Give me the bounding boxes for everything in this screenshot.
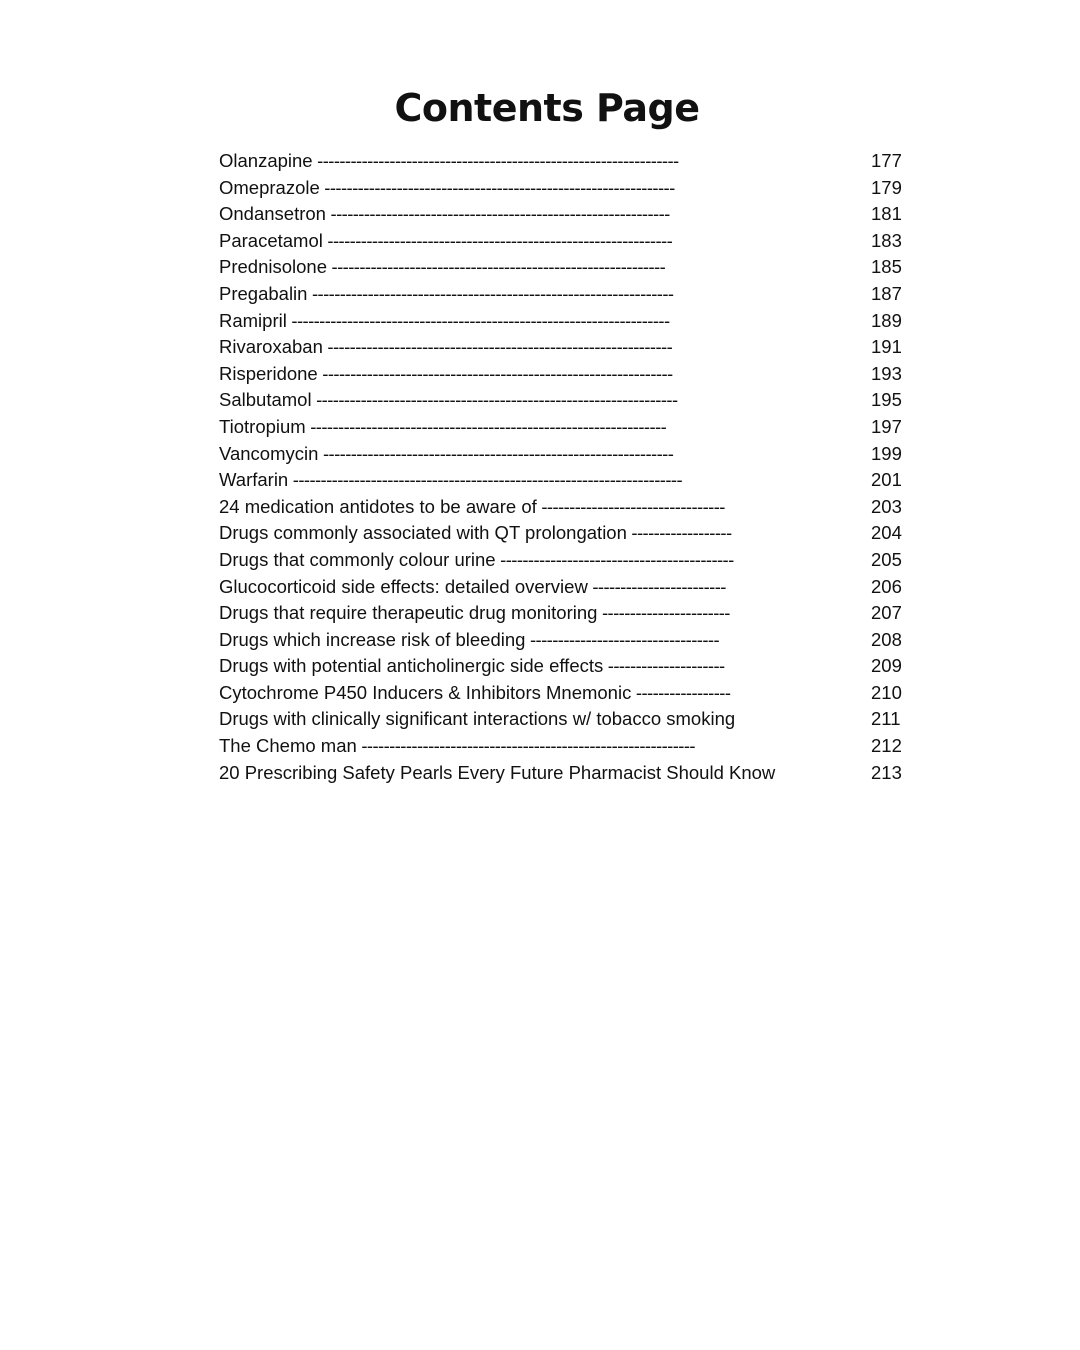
toc-entry (219, 334, 909, 361)
toc-page-number: 210 (871, 681, 902, 703)
toc-entry (219, 387, 909, 414)
toc-entry-text (219, 467, 857, 494)
toc-page-number: 209 (871, 655, 902, 677)
toc-entry-text (219, 441, 857, 468)
toc-entry-text (219, 228, 857, 255)
toc-entry (219, 175, 909, 202)
toc-entry-label: Rivaroxaban (219, 336, 323, 358)
toc-entry-text (219, 733, 857, 760)
toc-entry-text (219, 334, 857, 361)
toc-page-number: 189 (871, 309, 902, 331)
toc-entry-label: Drugs with clinically significant interactions w/ tobacco smoking (219, 708, 736, 730)
toc-entry-label: Ramipril (219, 309, 287, 331)
toc-entry-text (219, 281, 857, 308)
toc-dot-leader: ------------------------ (587, 575, 726, 597)
toc-entry-text (219, 494, 857, 521)
toc-entry-label: Ondansetron (219, 203, 326, 225)
toc-entry-label: Drugs with potential anticholinergic side effects (219, 655, 604, 677)
toc-dot-leader: ------------------------------------------------------------ (356, 735, 695, 757)
toc-entry (219, 574, 909, 601)
toc-entry-label: Omeprazole (219, 176, 320, 198)
toc-entry-label: Drugs that require therapeutic drug monitoring (219, 602, 598, 624)
toc-entry (219, 680, 909, 707)
toc-page-number: 213 (871, 761, 902, 783)
toc-page-number: 208 (871, 628, 902, 650)
toc-dot-leader: -------------------------------------------------------------- (322, 336, 673, 358)
toc-entry-label: Pregabalin (219, 282, 308, 304)
toc-entry (219, 627, 909, 654)
toc-entry (219, 706, 909, 733)
toc-page-number: 205 (871, 548, 902, 570)
toc-entry (219, 201, 909, 228)
toc-entry-label: 20 Prescribing Safety Pearls Every Future Pharmacist Should Know (219, 761, 776, 783)
toc-dot-leader: ----------------------- (597, 602, 730, 624)
toc-entry-label: Drugs commonly associated with QT prolongation (219, 522, 627, 544)
toc-entry-text (219, 706, 857, 733)
toc-entry (219, 308, 909, 335)
toc-entry-text (219, 520, 857, 547)
toc-dot-leader: ------------------------------------------ (495, 548, 734, 570)
toc-entry (219, 441, 909, 468)
toc-entry-label: Risperidone (219, 362, 318, 384)
toc-entry (219, 520, 909, 547)
toc-entry-text (219, 387, 857, 414)
toc-entry-text (219, 361, 857, 388)
toc-entry (219, 760, 909, 787)
toc-entry-label: Prednisolone (219, 256, 327, 278)
toc-dot-leader: ------------------------------------------------------------ (327, 256, 666, 278)
toc-entry-text (219, 254, 857, 281)
toc-entry-label: Paracetamol (219, 229, 323, 251)
toc-entry-label: Glucocorticoid side effects: detailed overview (219, 575, 588, 597)
toc-page-number: 212 (871, 735, 902, 757)
toc-entry (219, 547, 909, 574)
toc-dot-leader: -------------------------------------------------------------------- (286, 309, 670, 331)
toc-page-number: 183 (871, 229, 902, 251)
toc-dot-leader: ----------------------------------------------------------------- (307, 282, 674, 304)
toc-dot-leader: ---------------------------------------------------------------------- (288, 469, 683, 491)
toc-dot-leader: ----------------- (631, 681, 731, 703)
toc-entry-text (219, 627, 857, 654)
toc-page-number: 203 (871, 495, 902, 517)
toc-page-number: 211 (871, 708, 901, 730)
toc-entry-label: Cytochrome P450 Inducers & Inhibitors Mnemonic (219, 681, 632, 703)
toc-page-number: 191 (871, 336, 902, 358)
toc-page-number: 187 (871, 282, 902, 304)
toc-dot-leader: --------------------------------------------------------------- (319, 176, 675, 198)
toc-entry (219, 281, 909, 308)
toc-entry (219, 467, 909, 494)
toc-entry (219, 361, 909, 388)
toc-page-number: 207 (871, 602, 902, 624)
toc-entry (219, 653, 909, 680)
toc-dot-leader: ----------------------------------------------------------------- (311, 389, 678, 411)
toc-entry-text (219, 653, 857, 680)
toc-entry (219, 733, 909, 760)
toc-entry (219, 494, 909, 521)
toc-page-number: 195 (871, 389, 902, 411)
toc-entry-label: Vancomycin (219, 442, 319, 464)
toc-entry (219, 228, 909, 255)
toc-entry-text (219, 148, 857, 175)
toc-page-number: 185 (871, 256, 902, 278)
toc-entry-label: 24 medication antidotes to be aware of (219, 495, 537, 517)
toc-page-number: 177 (871, 150, 902, 171)
toc-dot-leader: --------------------------------------------------------------- (317, 362, 673, 384)
toc-page-number: 206 (871, 575, 902, 597)
toc-entry-text (219, 201, 857, 228)
toc-dot-leader: ---------------------------------------------------------------- (305, 415, 667, 437)
toc-entry-text (219, 547, 857, 574)
toc-entry-label: Salbutamol (219, 389, 312, 411)
table-of-contents (219, 148, 909, 786)
toc-entry-text (219, 308, 857, 335)
toc-dot-leader: ----------------------------------------------------------------- (312, 150, 679, 171)
toc-page-number: 201 (871, 469, 902, 491)
toc-dot-leader: --------------------------------------------------------------- (318, 442, 674, 464)
toc-entry (219, 254, 909, 281)
toc-entry-text (219, 175, 857, 202)
toc-entry-text (219, 680, 857, 707)
toc-entry-label: Drugs that commonly colour urine (219, 548, 496, 570)
toc-page-number: 197 (871, 415, 902, 437)
toc-page-number: 179 (871, 176, 902, 198)
toc-dot-leader: ------------------------------------------------------------- (325, 203, 670, 225)
toc-dot-leader: ---------------------------------- (525, 628, 720, 650)
toc-dot-leader: --------------------------------- (536, 495, 725, 517)
toc-entry (219, 414, 909, 441)
toc-entry-label: Tiotropium (219, 415, 306, 437)
toc-dot-leader: ------------------ (626, 522, 732, 544)
toc-entry-text (219, 414, 857, 441)
toc-entry (219, 600, 909, 627)
toc-page-number: 199 (871, 442, 902, 464)
toc-page-number: 181 (871, 203, 902, 225)
toc-dot-leader: --------------------- (603, 655, 725, 677)
toc-dot-leader: -------------------------------------------------------------- (322, 229, 673, 251)
toc-entry-text (219, 574, 857, 601)
toc-page-number: 193 (871, 362, 902, 384)
toc-entry-label: Olanzapine (219, 150, 313, 171)
toc-entry-text (219, 600, 857, 627)
page-title: Contents Page (394, 86, 700, 130)
toc-page-number: 204 (871, 522, 902, 544)
toc-entry-text (219, 760, 857, 787)
toc-entry-label: Warfarin (219, 469, 289, 491)
toc-entry (219, 148, 909, 175)
toc-entry-label: Drugs which increase risk of bleeding (219, 628, 526, 650)
toc-entry-label: The Chemo man (219, 735, 357, 757)
